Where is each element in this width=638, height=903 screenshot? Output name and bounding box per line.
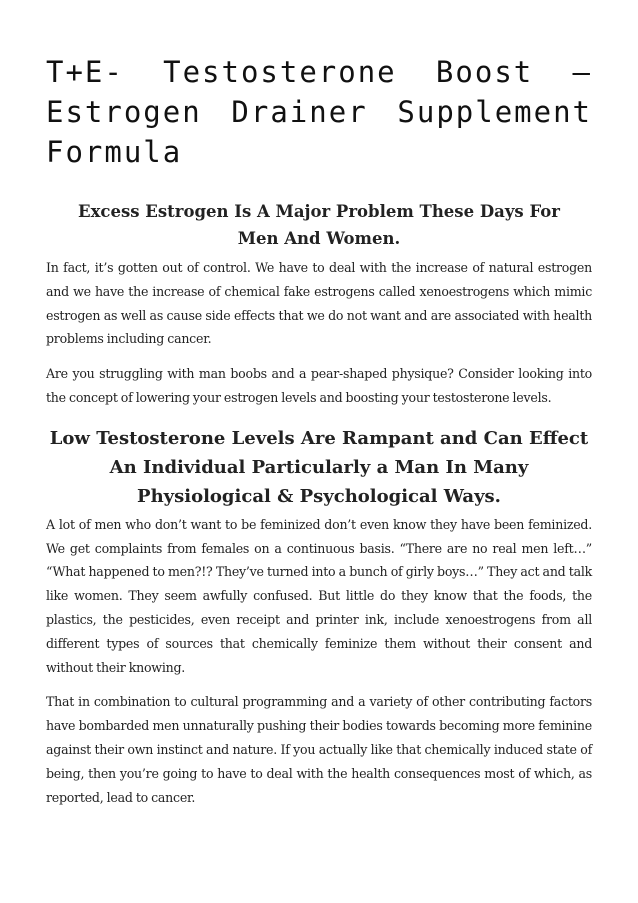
paragraph-4: That in combination to cultural programming and a variety of other contributing factors have bombarded men unnaturally pushing their bodies towards becoming more feminine against their own instinct and nature. If you actually like that chemically induced state of being, then you’re going to have to deal with the health consequences most of which, as reported, lead to cancer.: [46, 694, 592, 805]
section-heading-excess-estrogen: Excess Estrogen Is A Major Problem These Days For Men And Women.: [78, 202, 560, 248]
page-title: T+E- Testosterone Boost – Estrogen Drainer Supplement Formula: [46, 55, 592, 169]
document-page: [46, 0, 592, 820]
section-heading-low-testosterone: Low Testosterone Levels Are Rampant and Can Effect An Individual Particularly a Man In Many Physiological & Psychological Ways.: [49, 427, 589, 507]
paragraph-2: Are you struggling with man boobs and a pear-shaped physique? Consider looking into the concept of lowering your estrogen levels and boosting your testosterone levels.: [46, 366, 592, 405]
paragraph-1: In fact, it’s gotten out of control. We have to deal with the increase of natural estrogen and we have the increase of chemical fake estrogens called xenoestrogens which mimic estrogen as well as cause side effects that we do not want and are associated with health problems including cancer.: [46, 260, 592, 347]
paragraph-3: A lot of men who don’t want to be feminized don’t even know they have been feminized. We get complaints from females on a continuous basis. “There are no real men left…” “What happened to men?!? They’ve turned into a bunch of girly boys…” They act and talk like women. They seem awfully confused. But little do they know that the foods, the plastics, the pesticides, even receipt and printer ink, include xenoestrogens from all different types of sources that chemically feminize them without their consent and without their knowing.: [46, 516, 592, 675]
